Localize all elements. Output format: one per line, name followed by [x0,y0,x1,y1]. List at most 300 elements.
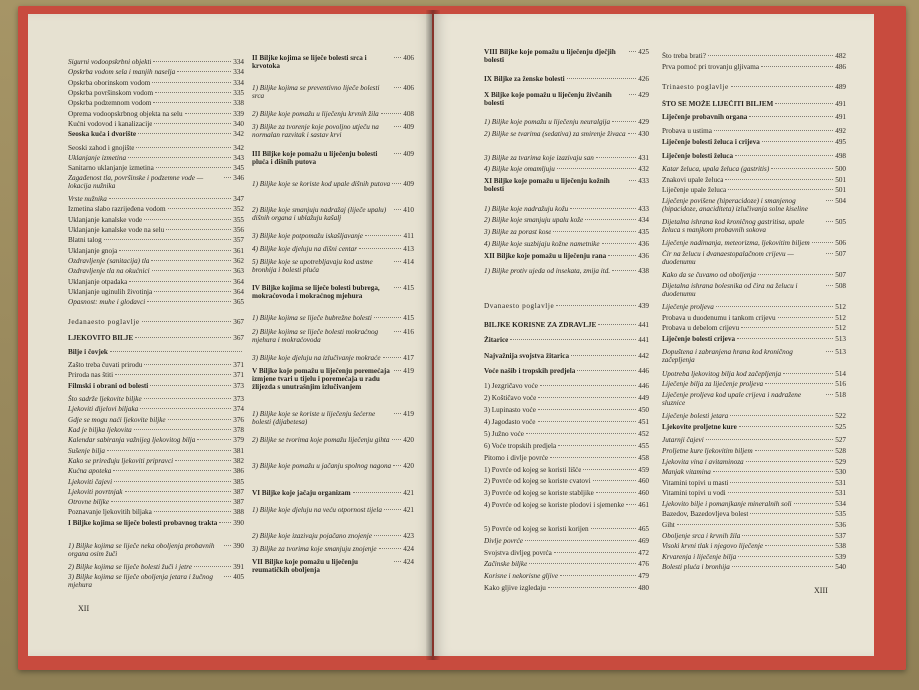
dot-leader [154,123,231,124]
dot-leader [114,481,231,482]
toc-entry [68,99,244,107]
toc-entry [484,584,649,592]
toc-page-number: 432 [638,165,649,174]
toc-page-number: 364 [233,277,244,286]
toc-entry-title: XI Biljke koje pomažu u liječenju kožnih bolesti [484,177,610,194]
dot-leader [708,55,833,56]
toc-entry [484,560,649,568]
dot-leader [538,409,636,410]
toc-entry [484,394,649,402]
toc-page-number: 500 [835,165,846,174]
dot-leader [381,113,401,114]
dot-leader [771,168,833,169]
toc-entry-title: 4) Biljke koje suzbijaju kožne nametnike [484,240,600,249]
toc-entry [252,489,414,497]
dot-leader [353,492,402,493]
toc-entry-title: Jedanaesto poglavlje [68,317,140,326]
dot-leader [629,180,636,181]
toc-entry-title: Sanitarno uklanjanje izmetina [68,164,154,173]
dot-leader [156,167,231,168]
toc-entry-title: Sigurni vodoopskrbni objekti [68,58,152,66]
dot-leader [602,243,637,244]
toc-entry-title: Sušenje bilja [68,446,105,455]
dot-leader [115,374,231,375]
toc-entry [252,245,414,253]
toc-entry-title: IV Biljke kojima se liječe bolesti bubrega, mokraćovoda i mokraćnog mjehura [252,284,380,301]
dot-leader [153,102,231,103]
dot-leader [730,415,833,416]
toc-entry-title: Korisne i nekorisne gljive [484,572,559,581]
dot-leader [755,450,834,451]
toc-entry [484,336,649,344]
dot-leader [168,208,232,209]
toc-entry [484,216,649,224]
toc-entry [662,423,846,431]
toc-page-number: 408 [403,110,414,119]
dot-leader [119,250,231,251]
toc-entry-title: Oprema vodoopskrbnog objekta na selu [68,109,183,118]
toc-entry-title: Vitamini topivi u masti [662,478,729,487]
toc-entry-title: 1) Biljke kojima se preventivno liječe bolesti srca [252,84,380,101]
toc-page-number: 491 [835,99,846,108]
dot-leader [529,563,636,564]
toc-entry [484,367,649,375]
toc-entry [484,430,649,438]
toc-entry [252,410,414,426]
toc-page-number: 501 [835,186,846,195]
toc-entry-title: Dijetalna ishrana bolesnika od čira na želucu i duodenumu [662,281,798,298]
dot-leader [706,439,834,440]
toc-entry-title: Opskrba oborinskom vodom [68,78,151,87]
toc-entry-title: Ozdravljenje (sanitacija) tla [68,256,150,265]
dot-leader [394,126,401,127]
dot-leader [151,260,231,261]
toc-page-number: 460 [638,489,649,498]
toc-entry [662,391,846,407]
toc-entry-title: 4) Biljke koje djeluju na dišni centar [252,245,357,254]
toc-entry [662,489,846,497]
toc-page-number: 469 [638,536,649,545]
toc-entry [68,174,244,190]
toc-entry-title: I Biljke kojima se liječe bolesti probavnog trakta [68,518,218,527]
dot-leader [166,229,231,230]
toc-entry-title: Poznavanje ljekovitih biljaka [68,508,152,517]
toc-page-number: 423 [403,531,414,540]
toc-entry [484,302,649,310]
toc-page-number: 507 [835,250,846,258]
toc-entry-title: 3) Biljke koje potpomažu iskašljavanje [252,232,363,240]
toc-entry [662,271,846,279]
dot-leader [136,147,231,148]
toc-page-number: 361 [233,246,244,255]
dot-leader [735,155,833,156]
right-folio: XIII [814,586,828,595]
toc-entry [68,519,244,527]
toc-entry [68,416,244,424]
toc-entry [662,348,846,364]
toc-entry [68,267,244,275]
toc-entry [662,127,846,135]
toc-entry [662,553,846,561]
dot-leader [812,242,834,243]
toc-page-number: 430 [638,129,649,138]
toc-page-number: 489 [835,82,846,91]
dot-leader [548,587,636,588]
toc-page-number: 539 [835,552,846,561]
toc-page-number: 441 [638,336,649,345]
toc-entry [484,205,649,213]
dot-leader [628,133,637,134]
dot-leader [538,421,637,422]
toc-entry-title: Kako se priređuju ljekoviti pripravci [68,456,174,465]
toc-entry [662,436,846,444]
toc-entry [662,479,846,487]
toc-page-number: 371 [233,361,244,370]
toc-entry-title: 5) Južno voće [484,429,524,438]
toc-entry [252,328,414,344]
toc-entry-title: 4) Biljke koje omamljuju [484,165,555,174]
toc-page-number: 436 [638,252,649,261]
dot-leader [591,528,637,529]
toc-page-number: 356 [233,226,244,234]
toc-entry [484,454,649,462]
toc-entry-title: Opskrba podzemnom vodom [68,99,152,108]
toc-entry-title: 1) Biljke koje se koriste u liječenju šećerne bolesti (dijabetesa) [252,410,376,426]
toc-entry [662,303,846,311]
toc-entry [68,382,244,390]
toc-page-number: 338 [233,99,244,108]
toc-entry [662,138,846,146]
toc-page-number: 335 [233,88,244,97]
toc-entry-title: Trinaesto poglavlje [662,82,729,91]
toc-entry-title: Giht [662,521,675,530]
toc-entry [252,506,414,514]
dot-leader [134,429,232,430]
toc-entry-title: Opskrba površinskom vodom [68,88,154,97]
toc-entry [252,123,414,139]
toc-entry-title: Dvanaesto poglavlje [484,301,555,310]
dot-leader [738,556,833,557]
dot-leader [728,492,834,493]
dot-leader [732,566,833,567]
dot-leader [113,470,231,471]
toc-page-number: 476 [638,560,649,569]
toc-entry-title: Čir na želucu i dvanaestopalačnom crijevu — duodenumu [662,250,794,266]
toc-entry [662,510,846,518]
toc-entry [662,542,846,550]
toc-page-number: 409 [403,179,414,188]
dot-leader [384,509,401,510]
toc-entry [484,549,649,557]
toc-entry-title: Oboljenje srca i krvnih žila [662,531,741,540]
dot-leader [778,317,834,318]
toc-page-number: 512 [835,313,846,322]
toc-entry [252,314,414,322]
dot-leader [585,219,636,220]
toc-entry [662,412,846,420]
dot-leader [144,219,231,220]
toc-entry-title: Začinske biljke [484,560,528,569]
toc-page-number: 479 [638,572,649,581]
toc-entry [662,186,846,194]
toc-page-number: 429 [638,117,649,126]
dot-leader [730,482,833,483]
toc-page-number: 342 [233,143,244,152]
toc-page-number: 512 [835,324,846,333]
dot-leader [150,385,231,386]
toc-page-number: 433 [638,177,649,186]
toc-entry-title: 2) Biljke se tvorima koje pomažu liječenju gihta [252,436,390,445]
dot-leader [629,94,636,95]
toc-entry [68,110,244,118]
toc-page-number: 506 [835,239,846,248]
toc-entry [68,205,244,213]
toc-page-number: 536 [835,521,846,530]
toc-entry-title: 3) Biljke kojima se liječe oboljenja jetara i žučnog mjehura [68,573,213,590]
toc-entry [484,525,649,533]
toc-page-number: 446 [638,382,649,391]
toc-entry [484,442,649,450]
toc-page-number: 334 [233,78,244,87]
toc-entry-title: Znakovi upale želuca [662,175,724,184]
toc-entry [68,395,244,403]
toc-page-number: 461 [638,501,649,510]
toc-page-number: 355 [233,215,244,224]
toc-page-number: 459 [638,465,649,474]
toc-entry-title: V Biljke koje pomažu u liječenju poremećaja izmjene tvari u tijelu i poremećaja u radu žlijezda s unutrašnjim izlučivanjem [252,366,390,391]
dot-leader [742,535,833,536]
toc-entry-title: Liječenje upale želuca [662,186,727,195]
toc-entry [484,75,649,83]
toc-entry [68,226,244,234]
toc-page-number: 365 [233,298,244,307]
toc-entry [68,467,244,475]
dot-leader [725,179,833,180]
dot-leader [567,78,637,79]
toc-entry-title: Kad je biljka ljekovita [68,425,132,434]
toc-entry-title: Što sadrže ljekovite biljke [68,395,142,404]
toc-page-number: 342 [233,130,244,139]
toc-entry [68,195,244,203]
toc-entry [68,58,244,66]
toc-entry-title: 3) Lupinasto voće [484,406,536,415]
dot-leader [394,413,401,414]
dot-leader [741,327,833,328]
dot-leader [746,461,834,462]
toc-page-number: 415 [403,314,414,323]
dot-leader [154,511,231,512]
dot-leader [510,339,636,340]
toc-entry-title: 2) Biljke koje smanjuju nadražaj (liječe upalu) dišnih organa i ublažuju kašalj [252,205,387,222]
dot-leader [762,141,833,142]
toc-entry-title: ŠTO SE MOŽE LIJEČITI BILJEM [662,99,774,108]
dot-leader [526,433,636,434]
dot-leader [677,524,833,525]
toc-entry-title: Uklanjanje izmetina [68,153,127,162]
toc-entry [68,573,244,589]
toc-entry [484,130,649,138]
toc-entry-title: Liječenje bilja za liječenje proljeva [662,380,764,389]
toc-page-number: 357 [233,236,244,245]
toc-entry [662,468,846,476]
toc-entry [68,247,244,255]
toc-page-number: 465 [638,524,649,533]
toc-page-number: 450 [638,406,649,415]
toc-entry [68,79,244,87]
toc-page-number: 387 [233,487,244,496]
toc-page-number: 374 [233,405,244,414]
toc-page-number: 421 [403,488,414,497]
toc-entry-title: Upotreba ljekovitog bilja kod začepljenja [662,369,782,378]
toc-entry [68,257,244,265]
toc-page-number: 514 [835,369,846,378]
toc-page-number: 491 [835,113,846,122]
toc-entry-title: Liječenje proljeva kod upale crijeva i nadražene sluznice [662,390,802,407]
toc-entry-title: 3) Povrće od kojeg se koriste stabljike [484,489,594,498]
toc-page-number: 501 [835,175,846,184]
toc-entry-title: Gdje se mogu naći ljekovite biljke [68,415,166,424]
dot-leader [596,157,636,158]
toc-entry-title: VIII Biljke koje pomažu u liječenju dječjih bolesti [484,48,616,64]
toc-entry-title: 1) Biljke koje djeluju na veću otpornost tijela [252,505,382,514]
dot-leader [379,548,402,549]
toc-page-number: 531 [835,489,846,498]
toc-page-number: 381 [233,446,244,455]
toc-entry-title: 3) Biljke za tvorima koje smanjuju znojenje [252,544,377,553]
toc-page-number: 535 [835,510,846,519]
toc-entry [484,252,649,260]
dot-leader [394,57,401,58]
toc-entry-title: BILJKE KORISNE ZA ZDRAVLJE [484,320,597,329]
toc-entry [662,100,846,108]
toc-entry [252,206,414,222]
toc-entry-title: II Biljke kojima se liječe bolesti srca i krvotoka [252,54,367,70]
toc-entry [252,84,414,100]
dot-leader [826,200,833,201]
left-page [28,14,432,656]
toc-entry-title: 1) Jezgričavo voće [484,382,538,391]
toc-entry-title: Ljekovito bilje i pomanjkanje mineralnih soli [662,499,792,508]
toc-entry-title: Probava u debelom crijevu [662,324,740,333]
toc-entry [68,488,244,496]
toc-entry-title: Uklanjanje gnoja [68,246,118,255]
toc-entry-title: 5) Povrće od kojeg se koristi korijen [484,524,589,533]
toc-page-number: 425 [638,48,649,56]
toc-page-number: 371 [233,371,244,380]
toc-entry [68,508,244,516]
toc-entry-title: Žitarice [484,336,509,345]
toc-entry [252,150,414,166]
toc-entry-title: 1) Biljke kojima se liječe neka oboljenja probavnih organa osim žuči [68,542,215,559]
left-toc-column-1 [68,58,244,594]
toc-page-number: 531 [835,478,846,487]
toc-page-number: 385 [233,477,244,486]
toc-entry-title: Zašto treba čuvati prirodu [68,361,143,370]
toc-entry [662,239,846,247]
toc-page-number: 527 [835,436,846,445]
toc-page-number: 507 [835,271,846,280]
toc-entry-title: Voće našib i tropskih predjela [484,367,576,376]
toc-entry [662,458,846,466]
dot-leader [394,261,401,262]
toc-page-number: 442 [638,351,649,360]
toc-page-number: 343 [233,153,244,162]
toc-entry [484,118,649,126]
toc-page-number: 458 [638,453,649,462]
toc-entry-title: Ozdravljenje tla na okućnici [68,267,150,276]
toc-entry-title: Proljetne kure ljekovitim biljem [662,446,753,455]
dot-leader [152,270,232,271]
toc-page-number: 480 [638,584,649,593]
toc-entry-title: Divlje povrće [484,536,523,545]
toc-entry-title: Priroda nas štiti [68,371,114,380]
dot-leader [598,324,636,325]
dot-leader [152,82,231,83]
toc-page-number: 406 [403,84,414,93]
toc-page-number: 438 [638,267,649,276]
toc-entry [68,278,244,286]
toc-page-number: 415 [403,284,414,293]
toc-page-number: 472 [638,548,649,557]
dot-leader [525,540,636,541]
toc-entry-title: 1) Biljke koje se koriste kod upale dišnih putova [252,179,391,188]
toc-entry [484,489,649,497]
dot-leader [728,189,833,190]
toc-entry-title: 6) Voće tropskih predjela [484,441,557,450]
toc-entry [68,164,244,172]
toc-entry [68,144,244,152]
toc-page-number: 433 [638,204,649,213]
dot-leader [168,419,232,420]
dot-leader [224,576,231,577]
toc-entry-title: 2) Biljke koje pomažu u liječenju krvnih žila [252,110,379,119]
toc-entry [68,371,244,379]
toc-page-number: 452 [638,429,649,438]
toc-entry-title: 2) Biljke se tvarima (sedativa) za smirenje živaca [484,129,626,138]
toc-entry-title: Najvažnija svojstva žitarica [484,351,570,360]
dot-leader [111,501,231,502]
toc-page-number: 516 [835,380,846,389]
toc-page-number: 409 [403,123,414,132]
toc-entry [662,380,846,388]
toc-entry [662,113,846,121]
toc-entry [252,232,414,240]
toc-entry [662,521,846,529]
toc-page-number: 347 [233,195,244,204]
toc-entry-title: VII Biljke koje pomažu u liječenju reumatičkih oboljenja [252,557,359,574]
toc-entry [68,89,244,97]
dot-leader [608,255,636,256]
toc-page-number: 376 [233,415,244,424]
toc-entry-title: 2) Biljke kojima se liječe bolesti žuči i jetre [68,563,192,572]
toc-entry-title: Seoska kuća i dvorište [68,130,137,139]
toc-entry [68,426,244,434]
toc-entry [662,370,846,378]
toc-entry [68,288,244,296]
dot-leader [154,291,231,292]
toc-entry-title: 4) Jagodasto voće [484,418,536,427]
dot-leader [826,253,833,254]
toc-entry [68,498,244,506]
dot-leader [394,87,401,88]
left-folio: XII [78,604,90,613]
toc-entry-title: Uklanjanje otpadaka [68,277,128,286]
toc-page-number: 525 [835,422,846,431]
toc-page-number: 334 [233,68,244,77]
toc-entry [484,165,649,173]
dot-leader [554,552,636,553]
dot-leader [560,575,636,576]
